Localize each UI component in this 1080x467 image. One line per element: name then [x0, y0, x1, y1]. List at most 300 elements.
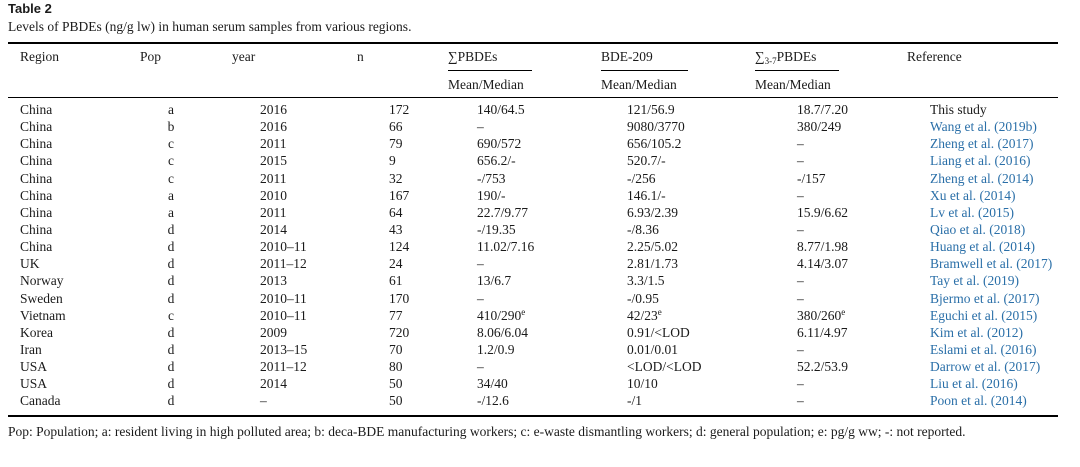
cell-reference-text[interactable]: Liang et al. (2016) [930, 153, 1031, 169]
cell-n [389, 273, 477, 290]
cell-region-text: China [20, 119, 53, 135]
cell-pop [164, 256, 260, 273]
cell-n-text: 43 [389, 221, 403, 237]
cell-region [0, 359, 164, 376]
cell-n-text: 64 [389, 204, 403, 220]
cell-region-text: China [20, 153, 53, 169]
cell-year [260, 102, 389, 119]
cell-pop [164, 376, 260, 393]
cell-year-text: – [260, 393, 267, 409]
cell-reference[interactable] [930, 256, 1052, 273]
table-row [0, 222, 1052, 239]
cell-bde209 [627, 171, 797, 188]
cell-bde209-text: -/256 [627, 170, 656, 186]
cell-sum-pbdes-text: 690/572 [477, 136, 522, 152]
cell-pop [164, 359, 260, 376]
cell-pop-text: d [167, 324, 175, 340]
cell-sum-pbdes-text: 22.7/9.77 [477, 204, 529, 220]
cell-reference-text[interactable]: Zheng et al. (2014) [930, 170, 1034, 186]
cell-n [389, 393, 477, 410]
footnote-marker: e [657, 306, 662, 317]
cell-sum-pbdes [477, 102, 627, 119]
cell-bde209 [627, 119, 797, 136]
cell-pop [164, 136, 260, 153]
table-row [0, 119, 1052, 136]
cell-pop-text: d [167, 376, 175, 392]
cell-reference[interactable] [930, 188, 1052, 205]
cell-n [389, 171, 477, 188]
cell-sum37-pbdes-text: – [797, 273, 804, 289]
cell-year [260, 342, 389, 359]
header-pop: Pop [140, 49, 162, 64]
cell-year [260, 393, 389, 410]
cell-sum-pbdes-text: 11.02/7.16 [477, 239, 535, 255]
cell-year [260, 376, 389, 393]
cell-reference-text[interactable]: Qiao et al. (2018) [930, 221, 1026, 237]
cell-region [0, 102, 164, 119]
cell-region [0, 119, 164, 136]
cell-sum37-pbdes [797, 393, 930, 410]
cell-pop-text: d [167, 341, 175, 357]
cell-year-text: 2014 [260, 376, 287, 392]
cell-bde209-text: <LOD/<LOD [627, 359, 702, 375]
cell-reference-text[interactable]: Kim et al. (2012) [930, 324, 1023, 340]
cell-sum-pbdes-text: 13/6.7 [477, 273, 512, 289]
cell-n [389, 325, 477, 342]
cell-sum37-pbdes [797, 102, 930, 119]
cell-region-text: China [20, 136, 53, 152]
cell-region [0, 291, 164, 308]
cell-reference-text[interactable]: Darrow et al. (2017) [930, 359, 1041, 375]
cell-bde209-text: 3.3/1.5 [627, 273, 665, 289]
cell-region [0, 393, 164, 410]
cell-reference[interactable] [930, 308, 1052, 325]
cell-year-text: 2010–11 [260, 290, 307, 306]
cell-n [389, 342, 477, 359]
cell-year [260, 308, 389, 325]
cell-year-text: 2010–11 [260, 239, 307, 255]
cell-pop [164, 342, 260, 359]
cell-n-text: 720 [389, 324, 410, 340]
cell-region [0, 256, 164, 273]
cell-n [389, 308, 477, 325]
cell-sum37-pbdes-text: -/157 [797, 170, 826, 186]
cell-pop [164, 171, 260, 188]
cell-n [389, 291, 477, 308]
cell-bde209-text: 656/105.2 [627, 136, 682, 152]
cell-year-text: 2011 [260, 136, 287, 152]
cell-pop-text: d [167, 359, 175, 375]
cell-n-text: 9 [389, 153, 396, 169]
table-body [0, 102, 1052, 411]
cell-bde209 [627, 308, 797, 325]
cell-reference[interactable] [930, 291, 1052, 308]
cell-n [389, 359, 477, 376]
cell-year [260, 325, 389, 342]
cell-reference-text[interactable]: Eslami et al. (2016) [930, 341, 1037, 357]
cell-sum37-pbdes-text: 380/249 [797, 119, 842, 135]
cell-pop [164, 308, 260, 325]
pbde-levels-table [0, 102, 1052, 411]
cell-bde209-text: -/0.95 [627, 290, 659, 306]
cell-reference[interactable] [930, 325, 1052, 342]
cell-year [260, 136, 389, 153]
cell-year-text: 2009 [260, 324, 287, 340]
cell-region-text: China [20, 221, 53, 237]
table-bottom-rule [8, 415, 1058, 417]
cell-bde209-text: 146.1/- [627, 187, 666, 203]
table-row [0, 273, 1052, 290]
table-row [0, 256, 1052, 273]
cell-reference[interactable] [930, 376, 1052, 393]
cell-sum37-pbdes-text: 8.77/1.98 [797, 239, 849, 255]
table-row [0, 376, 1052, 393]
cell-sum37-pbdes [797, 291, 930, 308]
cell-region-text: China [20, 187, 53, 203]
cell-sum-pbdes-text: – [477, 256, 484, 272]
table-row [0, 342, 1052, 359]
cell-region [0, 273, 164, 290]
cell-sum37-pbdes-text: – [797, 393, 804, 409]
cell-pop [164, 102, 260, 119]
table-row [0, 188, 1052, 205]
cell-n-text: 172 [389, 102, 410, 117]
cell-bde209 [627, 393, 797, 410]
cell-bde209-text: -/8.36 [627, 221, 659, 237]
cell-pop-text: a [168, 102, 174, 117]
cell-n [389, 102, 477, 119]
table-row [0, 136, 1052, 153]
cell-region [0, 222, 164, 239]
cell-pop-text: a [168, 204, 174, 220]
cell-reference [930, 102, 1052, 119]
cell-sum37-pbdes-text: 380/260 [797, 307, 842, 323]
cell-sum-pbdes [477, 342, 627, 359]
cell-region [0, 342, 164, 359]
cell-pop-text: c [168, 170, 174, 186]
cell-region-text: Korea [20, 324, 53, 340]
cell-reference-text[interactable]: Xu et al. (2014) [930, 187, 1016, 203]
cell-region-text: USA [20, 359, 48, 375]
cell-year-text: 2010–11 [260, 307, 307, 323]
cell-sum-pbdes-text: – [477, 119, 484, 135]
cell-sum37-pbdes [797, 119, 930, 136]
cell-region-text: China [20, 170, 53, 186]
cell-region [0, 153, 164, 170]
header-region: Region [20, 49, 59, 64]
cell-sum37-pbdes [797, 205, 930, 222]
cell-n-text: 50 [389, 393, 403, 409]
table-row [0, 325, 1052, 342]
cell-pop [164, 119, 260, 136]
cell-reference-text[interactable]: Lv et al. (2015) [930, 204, 1014, 220]
cell-sum-pbdes [477, 308, 627, 325]
cell-bde209 [627, 153, 797, 170]
cell-year [260, 273, 389, 290]
header-sum37-label: PBDEs [776, 49, 817, 64]
cell-n-text: 80 [389, 359, 403, 375]
cell-sum37-pbdes-text: 6.11/4.97 [797, 324, 848, 340]
cell-year-text: 2011–12 [260, 256, 307, 272]
cell-region [0, 325, 164, 342]
cell-sum-pbdes-text: 34/40 [477, 376, 508, 392]
cell-year-text: 2013–15 [260, 341, 308, 357]
cell-reference-text[interactable]: Bramwell et al. (2017) [930, 256, 1053, 272]
cell-sum37-pbdes-text: – [797, 153, 804, 169]
cell-n [389, 136, 477, 153]
cell-region-text: Canada [20, 393, 61, 409]
cell-sum-pbdes-text: -/19.35 [477, 221, 516, 237]
cell-year [260, 171, 389, 188]
cell-year [260, 359, 389, 376]
cell-reference[interactable] [930, 393, 1052, 410]
cell-sum37-pbdes-text: – [797, 187, 804, 203]
cell-pop [164, 393, 260, 410]
cell-sum-pbdes-text: – [477, 359, 484, 375]
cell-pop-text: d [167, 239, 175, 255]
cell-sum37-pbdes [797, 222, 930, 239]
cell-reference[interactable] [930, 273, 1052, 290]
cell-pop [164, 273, 260, 290]
table-row [0, 308, 1052, 325]
cell-region-text: USA [20, 376, 48, 392]
footnote-marker: e [841, 306, 846, 317]
cell-sum37-pbdes [797, 359, 930, 376]
cell-bde209 [627, 376, 797, 393]
cell-sum-pbdes [477, 291, 627, 308]
header-year: year [232, 49, 256, 64]
cell-reference-text[interactable]: Liu et al. (2016) [930, 376, 1018, 392]
cell-bde209 [627, 188, 797, 205]
cell-n [389, 188, 477, 205]
cell-reference-text[interactable]: Eguchi et al. (2015) [930, 307, 1038, 323]
cell-bde209-text: 121/56.9 [627, 102, 675, 117]
cell-pop [164, 222, 260, 239]
cell-year-text: 2011 [260, 204, 287, 220]
cell-sum-pbdes [477, 222, 627, 239]
header-bde209: BDE-209 [601, 49, 653, 64]
cell-sum-pbdes-text: 1.2/0.9 [477, 341, 515, 357]
cell-sum-pbdes [477, 171, 627, 188]
header-sum37-subscript: 3-7 [764, 56, 777, 66]
cell-sum37-pbdes-text: 18.7/7.20 [797, 102, 849, 117]
cell-sum37-pbdes [797, 256, 930, 273]
header-sum-pbdes [448, 49, 497, 65]
cell-year-text: 2015 [260, 153, 287, 169]
header-sum37-pbdes [755, 49, 816, 66]
header-n: n [357, 49, 364, 64]
cell-pop-text: c [168, 307, 174, 323]
cell-pop-text: d [167, 290, 175, 306]
cell-pop-text: c [168, 136, 174, 152]
cell-bde209 [627, 205, 797, 222]
cell-sum37-pbdes-text: – [797, 136, 804, 152]
cell-sum37-pbdes-text: 52.2/53.9 [797, 359, 849, 375]
sum-symbol: ∑ [448, 49, 458, 64]
cell-pop [164, 291, 260, 308]
cell-bde209-text: 0.01/0.01 [627, 341, 679, 357]
cell-sum37-pbdes [797, 171, 930, 188]
cell-bde209 [627, 239, 797, 256]
cell-bde209 [627, 102, 797, 119]
cell-sum-pbdes [477, 393, 627, 410]
cell-reference[interactable] [930, 119, 1052, 136]
cell-n [389, 205, 477, 222]
header-reference: Reference [907, 49, 962, 64]
table-row [0, 171, 1052, 188]
cell-n [389, 153, 477, 170]
cell-bde209 [627, 342, 797, 359]
cell-reference[interactable] [930, 205, 1052, 222]
cell-reference-text: This study [930, 102, 987, 117]
cell-sum-pbdes [477, 239, 627, 256]
cell-region-text: Norway [20, 273, 64, 289]
cell-year-text: 2011–12 [260, 359, 307, 375]
cell-region-text: Vietnam [20, 307, 66, 323]
cell-pop [164, 205, 260, 222]
cell-sum37-pbdes-text: – [797, 290, 804, 306]
cell-year-text: 2011 [260, 170, 287, 186]
cell-bde209-text: 9080/3770 [627, 119, 685, 135]
cell-region [0, 376, 164, 393]
cell-sum37-pbdes [797, 308, 930, 325]
cell-reference[interactable] [930, 342, 1052, 359]
cell-bde209 [627, 222, 797, 239]
cell-reference-text[interactable]: Zheng et al. (2017) [930, 136, 1034, 152]
cell-year [260, 188, 389, 205]
cell-sum37-pbdes [797, 188, 930, 205]
cell-sum37-pbdes-text: – [797, 341, 804, 357]
sum-pbdes-underline [448, 70, 532, 71]
cell-sum-pbdes [477, 359, 627, 376]
cell-pop-text: c [168, 153, 174, 169]
table-header-rule [8, 97, 1058, 98]
cell-sum-pbdes [477, 119, 627, 136]
cell-sum37-pbdes-text: 15.9/6.62 [797, 204, 849, 220]
cell-sum-pbdes [477, 376, 627, 393]
subheader-mean-median-bde209: Mean/Median [601, 77, 677, 92]
footnote-marker: e [521, 306, 526, 317]
cell-pop [164, 325, 260, 342]
cell-bde209-text: 2.81/1.73 [627, 256, 679, 272]
cell-region-text: Iran [20, 341, 42, 357]
table-caption-title: Table 2 [8, 1, 52, 16]
cell-sum-pbdes-text: 140/64.5 [477, 102, 525, 117]
cell-sum-pbdes-text: 410/290 [477, 307, 522, 323]
cell-bde209-text: -/1 [627, 393, 642, 409]
cell-n-text: 32 [389, 170, 403, 186]
cell-sum37-pbdes-text: – [797, 221, 804, 237]
cell-sum-pbdes-text: – [477, 290, 484, 306]
cell-sum-pbdes [477, 188, 627, 205]
cell-bde209 [627, 256, 797, 273]
cell-year [260, 222, 389, 239]
cell-pop-text: a [168, 187, 174, 203]
cell-sum37-pbdes [797, 325, 930, 342]
cell-reference-text[interactable]: Tay et al. (2019) [930, 273, 1020, 289]
cell-pop [164, 188, 260, 205]
table-row [0, 239, 1052, 256]
cell-region-text: Sweden [20, 290, 63, 306]
cell-pop-text: d [167, 256, 175, 272]
sum37-underline [755, 70, 839, 71]
cell-region [0, 188, 164, 205]
cell-bde209-text: 42/23 [627, 307, 658, 323]
cell-region [0, 308, 164, 325]
table-footnote: Pop: Population; a: resident living in high polluted area; b: deca-BDE manufacturing workers; c: e-waste dismantling workers; d: general population; e: pg/g ww; -: not reported. [8, 424, 966, 439]
cell-sum-pbdes-text: 8.06/6.04 [477, 324, 529, 340]
cell-sum-pbdes [477, 273, 627, 290]
cell-year-text: 2014 [260, 221, 287, 237]
cell-sum37-pbdes [797, 342, 930, 359]
cell-reference[interactable] [930, 136, 1052, 153]
cell-n-text: 61 [389, 273, 403, 289]
cell-sum-pbdes-text: 190/- [477, 187, 506, 203]
cell-sum-pbdes [477, 153, 627, 170]
header-sum-pbdes-label: PBDEs [457, 49, 498, 64]
cell-region-text: UK [20, 256, 40, 272]
cell-reference-text[interactable]: Huang et al. (2014) [930, 239, 1035, 255]
cell-reference[interactable] [930, 153, 1052, 170]
cell-reference-text[interactable]: Bjermo et al. (2017) [930, 290, 1040, 306]
cell-region [0, 239, 164, 256]
table-row [0, 291, 1052, 308]
table-row [0, 153, 1052, 170]
cell-sum37-pbdes-text: 4.14/3.07 [797, 256, 849, 272]
cell-bde209 [627, 136, 797, 153]
cell-bde209 [627, 291, 797, 308]
cell-n [389, 119, 477, 136]
cell-reference-text[interactable]: Wang et al. (2019b) [930, 119, 1037, 135]
cell-n [389, 256, 477, 273]
cell-n-text: 77 [389, 307, 403, 323]
table-top-rule [8, 42, 1058, 44]
cell-n-text: 167 [389, 187, 410, 203]
cell-bde209-text: 10/10 [627, 376, 658, 392]
cell-sum37-pbdes [797, 376, 930, 393]
cell-reference-text[interactable]: Poon et al. (2014) [930, 393, 1027, 409]
cell-reference[interactable] [930, 359, 1052, 376]
cell-sum-pbdes [477, 256, 627, 273]
cell-bde209 [627, 273, 797, 290]
cell-n-text: 24 [389, 256, 403, 272]
cell-reference[interactable] [930, 171, 1052, 188]
cell-region-text: China [20, 204, 53, 220]
cell-year-text: 2010 [260, 187, 287, 203]
table-caption-description: Levels of PBDEs (ng/g lw) in human serum samples from various regions. [8, 19, 412, 34]
cell-region [0, 205, 164, 222]
cell-n [389, 376, 477, 393]
cell-reference[interactable] [930, 239, 1052, 256]
cell-bde209 [627, 325, 797, 342]
cell-sum37-pbdes [797, 239, 930, 256]
table-row [0, 102, 1052, 119]
table-row [0, 393, 1052, 410]
cell-n-text: 66 [389, 119, 403, 135]
cell-reference[interactable] [930, 222, 1052, 239]
cell-n-text: 70 [389, 341, 403, 357]
cell-year-text: 2013 [260, 273, 287, 289]
cell-sum-pbdes-text: 656.2/- [477, 153, 516, 169]
cell-sum-pbdes [477, 205, 627, 222]
subheader-mean-median-sum37: Mean/Median [755, 77, 831, 92]
cell-year-text: 2016 [260, 119, 287, 135]
cell-year [260, 153, 389, 170]
cell-year-text: 2016 [260, 102, 287, 117]
cell-pop-text: d [167, 393, 175, 409]
subheader-mean-median-sum: Mean/Median [448, 77, 524, 92]
cell-bde209-text: 0.91/<LOD [627, 324, 690, 340]
